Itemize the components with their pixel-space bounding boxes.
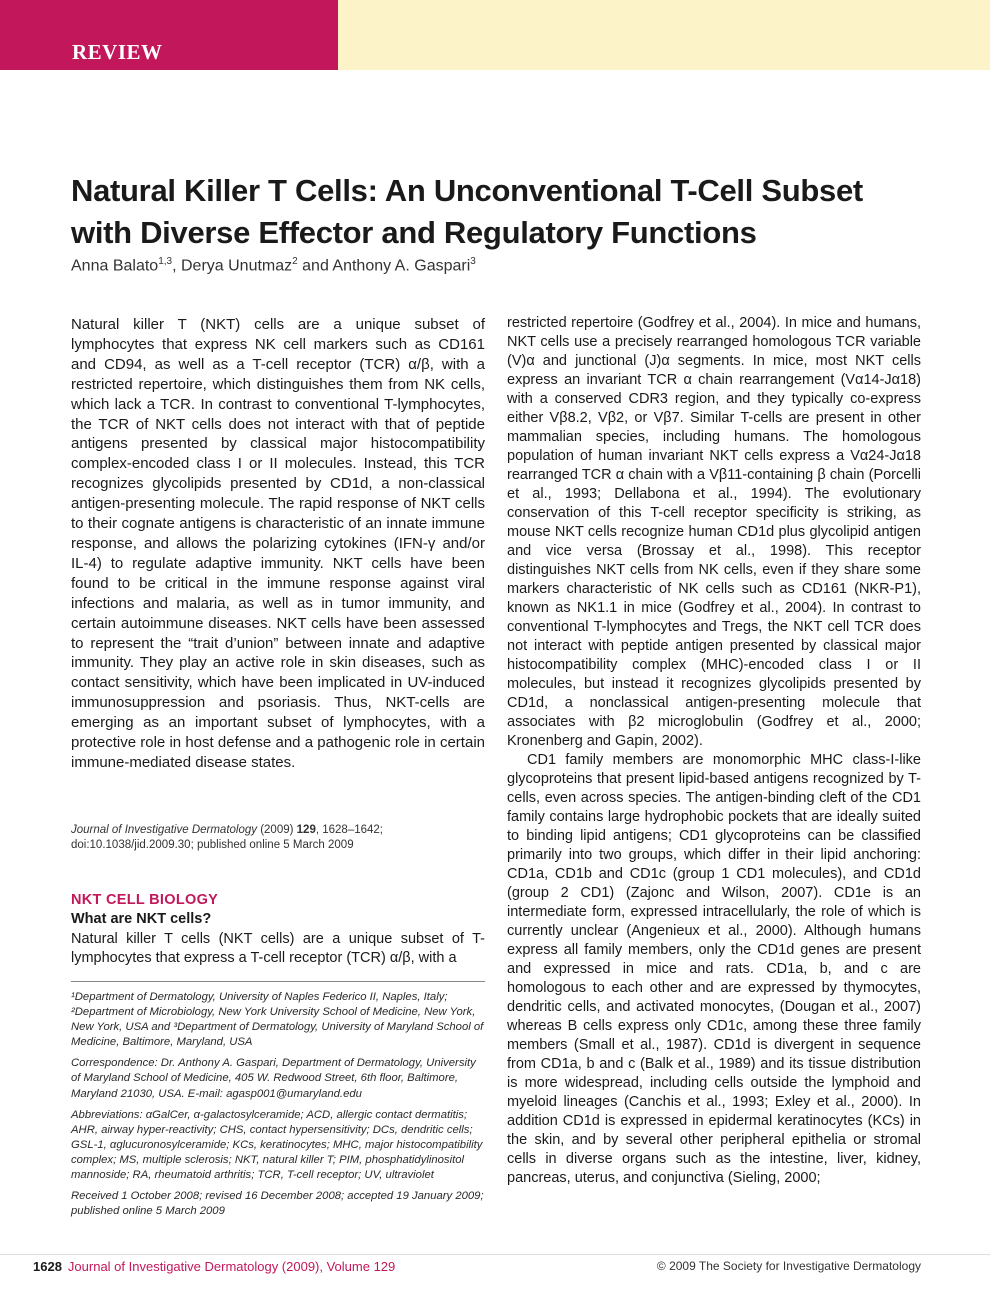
author-affiliation: 2 xyxy=(292,256,298,267)
article-title: Natural Killer T Cells: An Unconventional T-Cell Subset with Diverse Effector and Regulatory Functions xyxy=(71,173,863,250)
banner-extension xyxy=(338,0,990,70)
body-paragraph: restricted repertoire (Godfrey et al., 2004). In mice and humans, NKT cells use a precisely rearranged homologous TCR variable (V)α and junctional (J)α segments. In mice, most NKT cells express an invariant TCR α chain rearrangement (Vα14-Jα18) with a conserved CDR3 region, and they typically co-express either Vβ8.2, Vβ2, or Vβ7. Similar T-cells are present in other mammalian species, including humans. The homologous population of human invariant NKT cells express a Vα24-Jα18 rearranged TCR α chain with a Vβ11-containing β chain (Porcelli et al., 1993; Dellabona et al., 1994). The evolutionary conservation of this T-cell receptor specificity is striking, as mouse NKT cells recognize human CD1d plus glycolipid antigen and vice versa (Brossay et al., 1998). This receptor distinguishes NKT cells from NK cells, even if they share some markers characteristic of NK cells such as CD161 (NKR-P1), known as NK1.1 in mice (Godfrey et al., 2004). In contrast to conventional T-lymphocytes and Tregs, the NKT cell TCR does not interact with peptide antigen presented by classical major histocompatibility complex (MHC)-encoded class I or II molecules, but instead it recognizes glycolipids presented by CD1d, a nonclassical antigen-presenting molecule that associates with β2 microglobulin (Godfrey et al., 2000; Kronenberg and Gapin, 2002). xyxy=(507,315,921,749)
citation-pages: , 1628–1642; xyxy=(315,824,383,836)
abstract xyxy=(71,315,485,773)
right-column xyxy=(507,314,921,1188)
footnote-correspondence: Correspondence: Dr. Anthony A. Gaspari, Department of Dermatology, University of Maryland School of Medicine, 405 W. Redwood Street, 6th floor, Baltimore, Maryland 21030, USA. E-mail: agasp001@umaryland.edu xyxy=(71,1057,476,1100)
author-affiliation: 3 xyxy=(470,256,476,267)
author-affiliation: 1,3 xyxy=(158,256,173,267)
citation-journal: Journal of Investigative Dermatology xyxy=(71,824,258,836)
footnote-dates: Received 1 October 2008; revised 16 December 2008; accepted 19 January 2009; published online 5 March 2009 xyxy=(71,1190,484,1218)
footnote-divider xyxy=(71,981,485,982)
page-number: 1628 xyxy=(33,1259,62,1274)
author-name: Anna Balato xyxy=(71,257,159,275)
section-label: REVIEW xyxy=(72,40,163,64)
journal-ref: Journal of Investigative Dermatology (2009), Volume 129 xyxy=(67,1259,396,1274)
author-name: Derya Unutmaz xyxy=(180,257,293,275)
author-separator: , xyxy=(172,257,181,275)
citation-volume: 129 xyxy=(296,824,316,836)
section-heading: NKT CELL BIOLOGY xyxy=(71,892,219,908)
section-intro xyxy=(71,930,485,968)
citation xyxy=(71,823,485,853)
author-separator: and xyxy=(297,257,333,275)
author-list xyxy=(71,256,931,275)
footnote-affiliations: ¹Department of Dermatology, University of Naples Federico II, Naples, Italy; ²Department of Microbiology, New York University School of Medicine, New York, New York, USA and ³Department of Dermatology, University of Maryland School of Medicine, Baltimore, Maryland, USA xyxy=(71,991,484,1049)
citation-year: (2009) xyxy=(257,824,297,836)
section-intro-text: Natural killer T cells (NKT cells) are a unique subset of T-lymphocytes that express a T-cell receptor (TCR) α/β, with a xyxy=(71,931,485,966)
footer-journal-ref xyxy=(33,1259,395,1274)
footnotes xyxy=(71,990,485,1225)
footnote-abbreviations: Abbreviations: αGalCer, α-galactosylceramide; ACD, allergic contact dermatitis; AHR, airway hyper-reactivity; CHS, contact hypersensitivity; DCs, dendritic cells; GSL-1, αglucuronosylceramide; KCs, keratinocytes; MHC, major histocompatibility complex; MS, multiple sclerosis; NKT, natural killer T; PIM, phosphatidylinositol mannoside; RA, rheumatoid arthritis; TCR, T-cell receptor; UV, ultraviolet xyxy=(71,1108,483,1182)
author-name: Anthony A. Gaspari xyxy=(332,257,471,275)
copyright: © 2009 The Society for Investigative Dermatology xyxy=(656,1259,921,1273)
citation-doi: doi:10.1038/jid.2009.30; published online 5 March 2009 xyxy=(71,839,354,851)
abstract-text: Natural killer T (NKT) cells are a unique subset of lymphocytes that express NK cell markers such as CD161 and CD94, as well as a T-cell receptor (TCR) α/β, with a restricted repertoire, which distinguishes them from NK cells, which lack a TCR. In contrast to conventional T-lymphocytes, the TCR of NKT cells does not interact with that of peptide antigens presented by classical major histocompatibility complex-encoded class I or II molecules. Instead, this TCR recognizes glycolipids presented by CD1d, a non-classical antigen-presenting molecule. The rapid response of NKT cells to their cognate antigens is characteristic of an innate immune response, and allows the polarizing cytokines (IFN-γ and/or IL-4) to regulate adaptive immunity. NKT cells have been found to be critical in the immune response against viral infections and malaria, as well as in tumor immunity, and certain autoimmune diseases. NKT cells have been assessed to represent the “trait d’union” between innate and adaptive immunity. They play an active role in skin diseases, such as contact sensitivity, which have been implicated in UV-induced immunosuppression and psoriasis. Thus, NKT-cells are emerging as an important subset of lymphocytes, with a protective role in host defense and a pathogenic role in certain immune-mediated disease states. xyxy=(71,316,485,771)
subsection-heading: What are NKT cells? xyxy=(71,911,212,927)
review-banner xyxy=(0,0,338,70)
footer-divider xyxy=(0,1254,990,1255)
body-paragraph: CD1 family members are monomorphic MHC class-I-like glycoproteins that present lipid-based antigens recognized by T-cells, even across species. The antigen-binding cleft of the CD1 family contains large hydrophobic pockets that are ideally suited to binding lipid antigens; CD1 glycoproteins can be classified primarily into two groups, which differ in their lipid anchoring: CD1a, CD1b and CD1c (group 1 CD1 molecules), and CD1d (group 2 CD1) (Zajonc and Wilson, 2007). CD1e is an intermediate form, expressed intracellularly, the role of which is currently unclear (Angenieux et al., 2000). Although humans express all family members, only the CD1d genes are present and expressed in mice and rats. CD1a, b, and c are homologous to each other and are expressed by thymocytes, dendritic cells, and activated monocytes, (Dougan et al., 2007) whereas B cells express only CD1c, among these three family members (Small et al., 1987). CD1d is divergent in sequence from CD1a, b and c (Balk et al., 1989) and its tissue distribution is more widespread, including cells outside the lymphoid and myeloid lineages (Canchis et al., 1993; Exley et al., 2000). In addition CD1d is expressed in epidermal keratinocytes (KCs) in the skin, and by several other peripheral epithelia or stromal cells in diverse organs such as the intestine, liver, kidney, pancreas, uterus, and conjunctiva (Sieling, 2000; xyxy=(507,752,921,1186)
